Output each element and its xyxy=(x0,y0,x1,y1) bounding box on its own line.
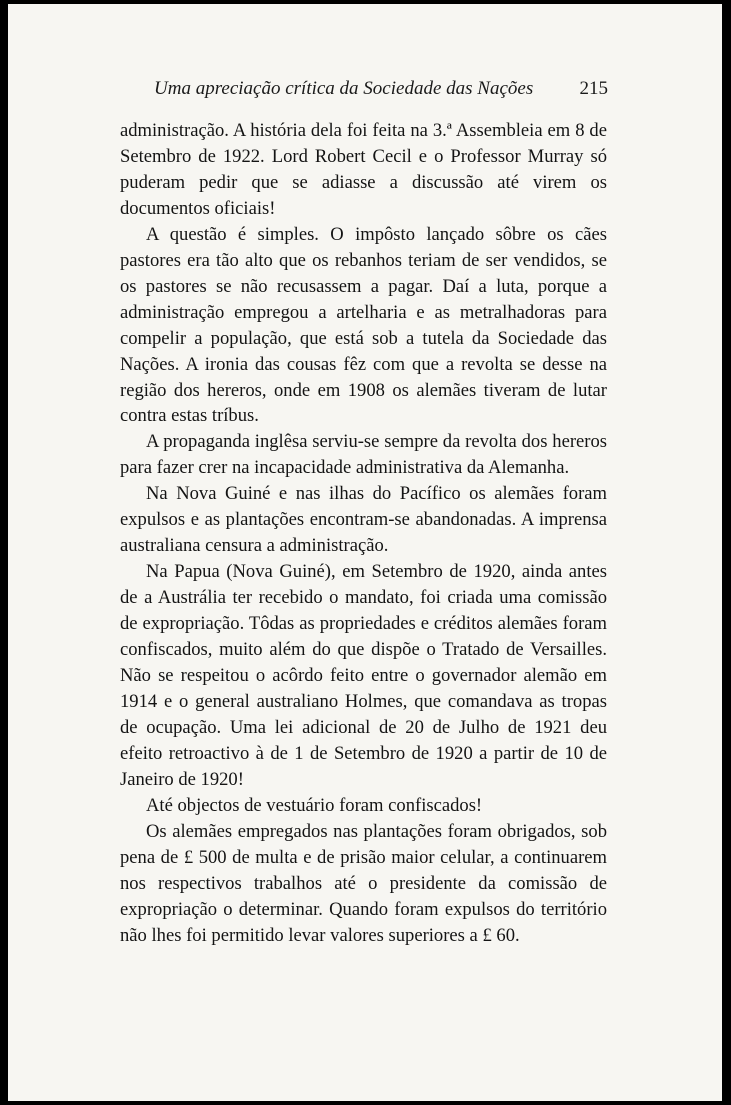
book-page xyxy=(8,4,722,1101)
page-number: 215 xyxy=(579,78,608,99)
body-text xyxy=(120,118,607,949)
paragraph-5: Na Papua (Nova Guiné), em Setembro de 1920, ainda antes de a Austrália ter recebido o mandato, foi criada uma comissão de expropriação. Tôdas as propriedades e créditos alemães foram confiscados, muito além do que dispõe o Tratado de Versailles. Não se respeitou o acôrdo feito entre o governador alemão em 1914 e o general australiano Holmes, que comandava as tropas de ocupação. Uma lei adicional de 20 de Julho de 1921 deu efeito retroactivo à de 1 de Setembro de 1920 a partir de 10 de Janeiro de 1920! xyxy=(120,561,607,790)
paragraph-1: administração. A história dela foi feita na 3.ª Assembleia em 8 de Setembro de 1922. Lord Robert Cecil e o Professor Murray só puderam pedir que se adiasse a discussão até virem os documentos oficiais! xyxy=(120,120,607,219)
running-title: Uma apreciação crítica da Sociedade das Nações xyxy=(154,78,534,99)
paragraph-6: Até objectos de vestuário foram confiscados! xyxy=(146,794,483,816)
paragraph-4: Na Nova Guiné e nas ilhas do Pacífico os alemães foram expulsos e as plantações encontram-se abandonadas. A imprensa australiana censura a administração. xyxy=(120,483,607,557)
running-header xyxy=(154,78,608,100)
paragraph-3: A propaganda inglêsa serviu-se sempre da revolta dos hereros para fazer crer na incapacidade administrativa da Alemanha. xyxy=(120,431,607,479)
paragraph-2: A questão é simples. O impôsto lançado sôbre os cães pastores era tão alto que os rebanhos teriam de ser vendidos, se os pastores se não recusassem a pagar. Daí a luta, porque a administração empregou a artelharia e as metralhadoras para compelir a população, que está sob a tutela da Sociedade das Nações. A ironia das cousas fêz com que a revolta se desse na região dos hereros, onde em 1908 os alemães tiveram de lutar contra estas tríbus. xyxy=(120,223,607,427)
paragraph-7: Os alemães empregados nas plantações foram obrigados, sob pena de £ 500 de multa e de prisão maior celular, a continuarem nos respectivos trabalhos até o presidente da comissão de expropriação o determinar. Quando foram expulsos do território não lhes foi permitido levar valores superiores a £ 60. xyxy=(120,820,607,946)
